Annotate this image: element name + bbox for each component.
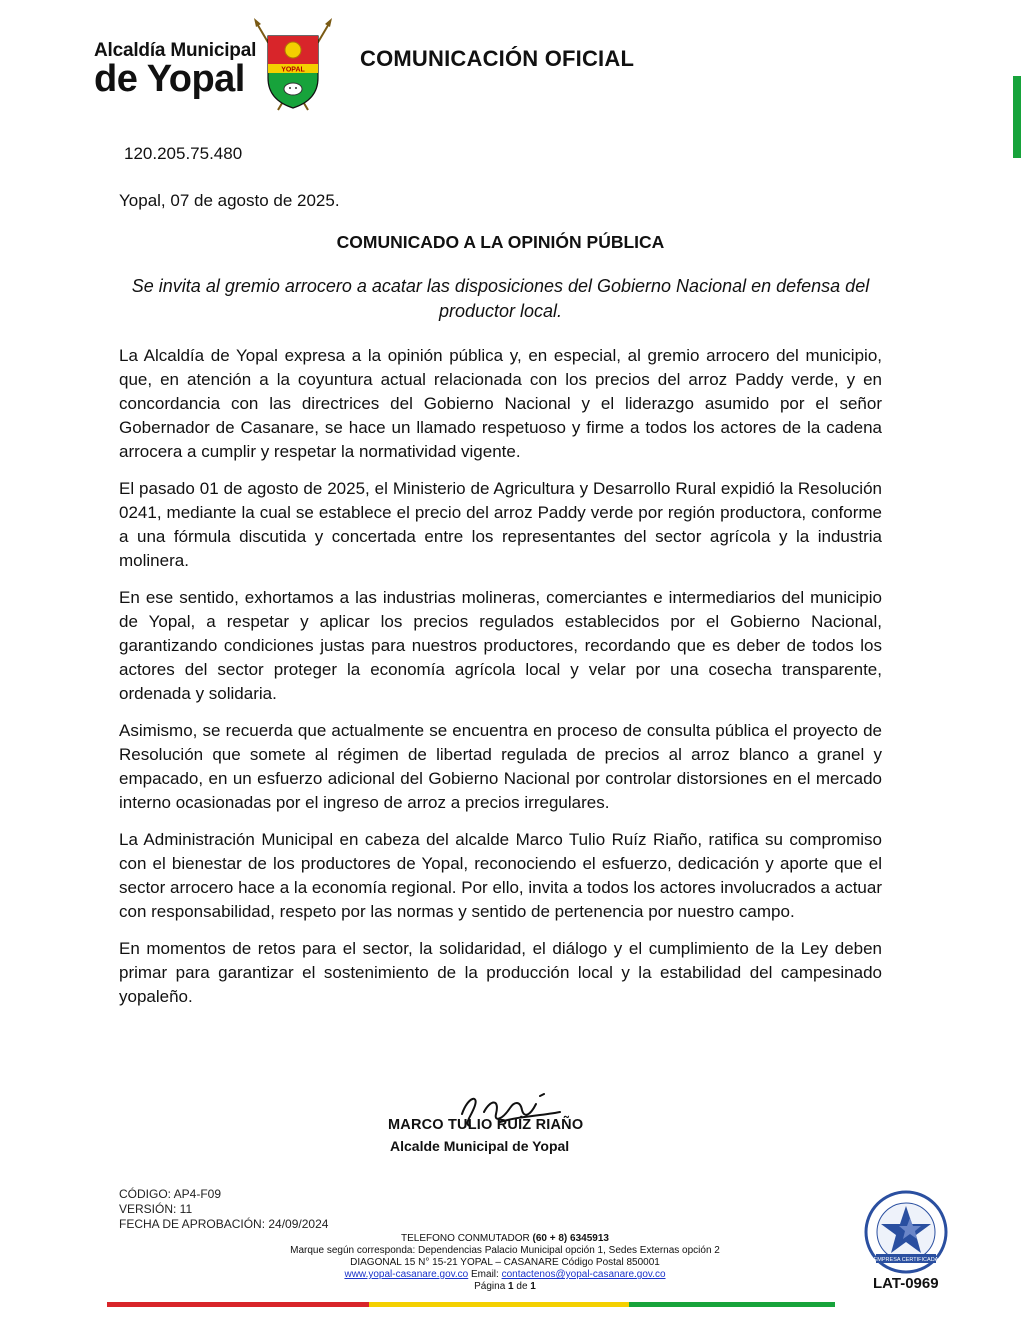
footer-strip-yellow	[369, 1302, 629, 1307]
dial-options: Marque según corresponda: Dependencias Palacio Municipal opción 1, Sedes Externas opción 2	[290, 1245, 720, 1256]
body-paragraph: El pasado 01 de agosto de 2025, el Ministerio de Agricultura y Desarrollo Rural expidió la Resolución 0241, mediante la cual se establece el precio del arroz Paddy verde por región productora, conforme a una fórmula discutida y concertada entre los representantes del sector agrícola y la industria molinera.	[119, 479, 882, 570]
letter-date: Yopal, 07 de agosto de 2025.	[119, 191, 340, 210]
footer-strip-red	[107, 1302, 369, 1307]
document-subtitle: Se invita al gremio arrocero a acatar las disposiciones del Gobierno Nacional en defensa del productor local.	[131, 276, 870, 321]
signer-role: Alcalde Municipal de Yopal	[390, 1138, 570, 1154]
phone-number: (60 + 8) 6345913	[532, 1233, 609, 1244]
certification-code: LAT-0969	[873, 1275, 939, 1292]
body-paragraph: En ese sentido, exhortamos a las industrias molineras, comerciantes e intermediarios del municipio de Yopal, a respetar y aplicar los precios regulados establecidos por el Gobierno Nacional, garantizando condiciones justas para nuestros productores, recordando que es deber de todos los actores del sector proteger la economía agrícola local y velar por una cosecha transparente, ordenada y solidaria.	[119, 588, 882, 703]
email-link[interactable]: contactenos@yopal-casanare.gov.co	[501, 1269, 666, 1280]
body-paragraph: En momentos de retos para el sector, la solidaridad, el diálogo y el cumplimiento de la Ley deben primar para garantizar el sostenimiento de la producción local y la estabilidad del campesinado yopaleño.	[119, 939, 882, 1006]
svg-text:YOPAL: YOPAL	[281, 66, 305, 74]
phone-line	[190, 1233, 820, 1245]
yopal-coat-of-arms-icon	[250, 18, 336, 114]
certification-seal-icon	[858, 1188, 954, 1284]
page-indicator	[190, 1281, 820, 1293]
body-paragraph: La Administración Municipal en cabeza del alcalde Marco Tulio Ruíz Riaño, ratifica su compromiso con el bienestar de los productores de Yopal, reconociendo el esfuerzo, dedicación y aporte que el sector arrocero hace a la economía regional. Por ello, invita a todos los actores involucrados a actuar con responsabilidad, respeto por las normas y sentido de pertenencia por nuestro campo.	[119, 830, 882, 921]
web-email-line	[190, 1269, 820, 1281]
letter-body	[119, 344, 882, 1022]
page-mid: de	[513, 1281, 531, 1292]
form-version: VERSIÓN: 11	[119, 1202, 193, 1216]
email-label: Email:	[468, 1269, 502, 1280]
form-approval-date: FECHA DE APROBACIÓN: 24/09/2024	[119, 1217, 329, 1231]
footer-contact	[190, 1233, 820, 1293]
logo-line-1: Alcaldía Municipal	[94, 40, 257, 61]
filing-number: 120.205.75.480	[124, 144, 243, 163]
logo-line-2: de Yopal	[94, 58, 245, 100]
svg-text:EMPRESA CERTIFICADA: EMPRESA CERTIFICADA	[873, 1257, 939, 1263]
page-total: 1	[530, 1281, 536, 1292]
website-link[interactable]: www.yopal-casanare.gov.co	[344, 1269, 469, 1280]
document-kind-heading: COMUNICACIÓN OFICIAL	[360, 46, 635, 71]
body-paragraph: La Alcaldía de Yopal expresa a la opinión pública y, en especial, al gremio arrocero del municipio, que, en atención a la coyuntura actual relacionada con los precios del arroz Paddy verde, y en concordancia con las directrices del Gobierno Nacional y el liderazgo asumido por el señor Gobernador de Casanare, se hace un llamado respetuoso y firme a todos los actores de la cadena arrocera a cumplir y respetar la normatividad vigente.	[119, 346, 882, 461]
footer-strip-green	[629, 1302, 835, 1307]
form-code: CÓDIGO: AP4-F09	[119, 1187, 222, 1201]
phone-label: TELEFONO CONMUTADOR	[401, 1233, 533, 1244]
signer-name: MARCO TULIO RUÍZ RIAÑO	[388, 1117, 584, 1133]
brand-side-bar	[1013, 76, 1021, 158]
form-metadata	[119, 1187, 328, 1232]
body-paragraph: Asimismo, se recuerda que actualmente se encuentra en proceso de consulta pública el proyecto de Resolución que somete al régimen de libertad regulada de precios al arroz blanco a granel y empacado, en un esfuerzo adicional del Gobierno Nacional por controlar distorsiones en el mercado interno ocasionadas por el ingreso de arroz a precios irregulares.	[119, 721, 882, 812]
address: DIAGONAL 15 N° 15-21 YOPAL – CASANARE Código Postal 850001	[350, 1257, 660, 1268]
municipality-logo-text	[94, 40, 257, 100]
page-prefix: Página	[474, 1281, 509, 1292]
page-current: 1	[508, 1281, 514, 1292]
document-title: COMUNICADO A LA OPINIÓN PÚBLICA	[336, 232, 665, 252]
